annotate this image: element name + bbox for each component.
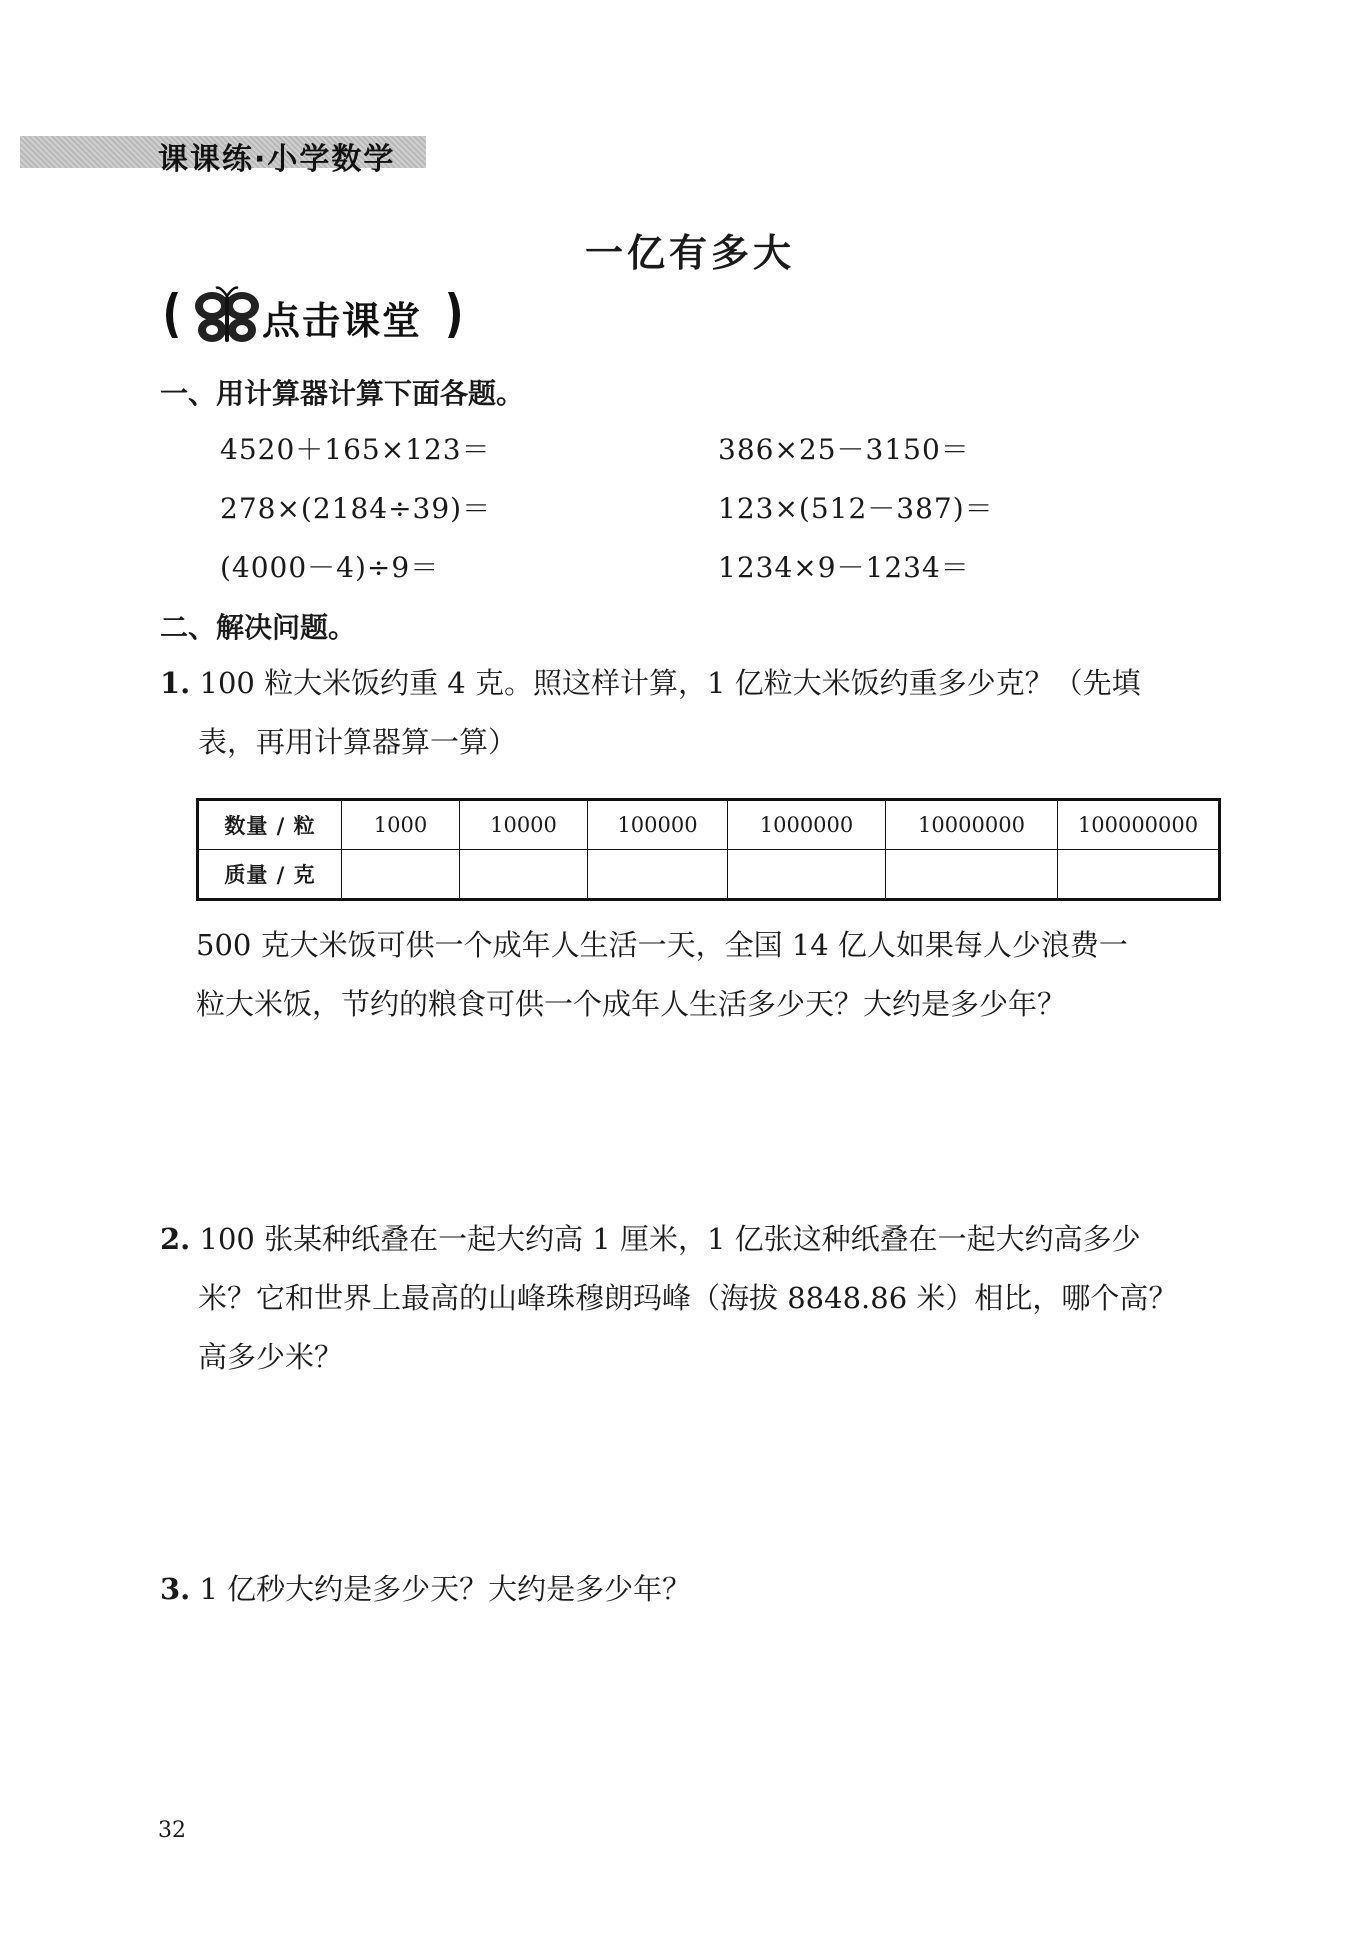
left-bracket-icon — [166, 292, 178, 338]
question-text: 100 粒大米饭约重 4 克。照这样计算，1 亿粒大米饭约重多少克？（先填 — [199, 666, 1141, 700]
question-text: 米？它和世界上最高的山峰珠穆朗玛峰（海拔 8848.86 米）相比，哪个高？ — [198, 1281, 1178, 1315]
calc-problem: 386×25－3150＝ — [718, 433, 970, 466]
question-text: 1 亿秒大约是多少天？大约是多少年？ — [199, 1572, 692, 1606]
question-number: 3. — [160, 1572, 191, 1606]
answer-cell[interactable] — [1058, 850, 1220, 900]
table-cell: 10000000 — [886, 800, 1058, 850]
answer-cell[interactable] — [460, 850, 588, 900]
book-header: 课课练·小学数学 — [158, 142, 396, 177]
calc-problem: 123×(512－387)＝ — [718, 492, 994, 525]
answer-cell[interactable] — [886, 850, 1058, 900]
question-text: 表，再用计算器算一算） — [198, 725, 518, 759]
calc-problem: 278×(2184÷39)＝ — [220, 492, 492, 525]
row-header-quantity: 数量 / 粒 — [198, 800, 342, 850]
answer-cell[interactable] — [588, 850, 728, 900]
table-cell: 1000000 — [728, 800, 886, 850]
calc-problem: 4520＋165×123＝ — [220, 433, 491, 466]
question-2 — [160, 1210, 1220, 1387]
answer-cell[interactable] — [342, 850, 460, 900]
table-row — [198, 850, 1220, 900]
question-text: 高多少米？ — [198, 1340, 344, 1374]
page-title: 一亿有多大 — [584, 231, 795, 275]
section-heading-calc: 一、用计算器计算下面各题。 — [160, 377, 525, 410]
question-text: 500 克大米饭可供一个成年人生活一天，全国 14 亿人如果每人少浪费一 — [196, 928, 1128, 962]
table-cell: 1000 — [342, 800, 460, 850]
question-text: 100 张某种纸叠在一起大约高 1 厘米，1 亿张这种纸叠在一起大约高多少 — [199, 1222, 1141, 1256]
question-text: 粒大米饭，节约的粮食可供一个成年人生活多少天？大约是多少年？ — [196, 987, 1067, 1021]
table-cell: 10000 — [460, 800, 588, 850]
question-number: 1. — [160, 666, 191, 700]
row-header-mass: 质量 / 克 — [198, 850, 342, 900]
answer-cell[interactable] — [728, 850, 886, 900]
rice-table — [196, 798, 1221, 901]
question-1 — [160, 654, 1220, 772]
banner-label: 点击课堂 — [262, 299, 423, 343]
question-1-followup — [196, 916, 1226, 1034]
question-number: 2. — [160, 1222, 191, 1256]
calc-problem: 1234×9－1234＝ — [718, 551, 970, 584]
right-bracket-icon — [448, 292, 460, 338]
table-row — [198, 800, 1220, 850]
page-number: 32 — [158, 1818, 186, 1843]
calc-problem: (4000－4)÷9＝ — [220, 551, 440, 584]
table-cell: 100000 — [588, 800, 728, 850]
butterfly-icon — [195, 288, 259, 342]
table-cell: 100000000 — [1058, 800, 1220, 850]
section-heading-problems: 二、解决问题。 — [160, 611, 357, 644]
question-3 — [160, 1560, 1220, 1619]
